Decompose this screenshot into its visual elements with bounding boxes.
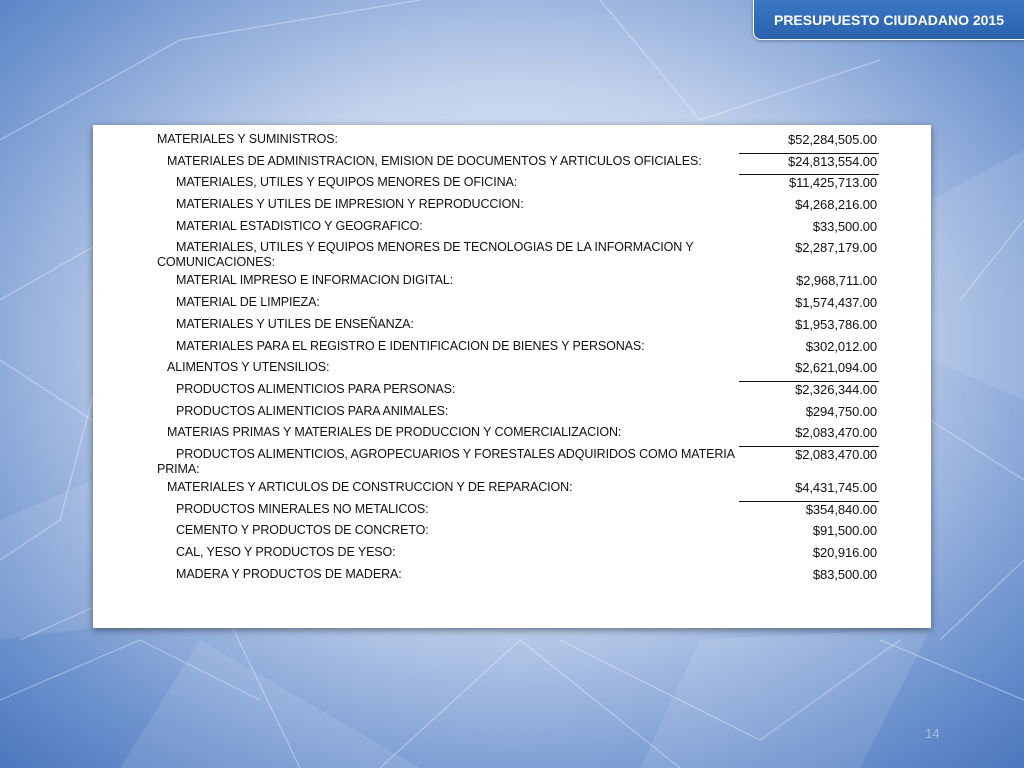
row-label: PRODUCTOS ALIMENTICIOS PARA ANIMALES: (176, 403, 449, 418)
row-amount: $33,500.00 (812, 218, 877, 234)
row-label: PRODUCTOS ALIMENTICIOS, AGROPECUARIOS Y FORESTALES ADQUIRIDOS COMO MATERIA PRIMA: (157, 446, 735, 476)
row-amount: $4,431,745.00 (739, 480, 879, 502)
row-amount: $354,840.00 (805, 501, 877, 517)
table-row (157, 425, 879, 447)
row-amount: $24,813,554.00 (739, 154, 879, 176)
table-row (157, 567, 879, 589)
slide-title: PRESUPUESTO CIUDADANO 2015 (773, 11, 1005, 28)
table-row (157, 404, 879, 426)
row-label: MADERA Y PRODUCTOS DE MADERA: (176, 566, 402, 581)
table-row (157, 545, 879, 567)
row-label: ALIMENTOS Y UTENSILIOS: (167, 360, 330, 375)
row-label: MATERIALES PARA EL REGISTRO E IDENTIFICACION DE BIENES Y PERSONAS: (176, 338, 645, 353)
row-label: MATERIALES DE ADMINISTRACION, EMISION DE DOCUMENTOS Y ARTICULOS OFICIALES: (167, 153, 702, 168)
row-amount: $2,326,344.00 (795, 381, 877, 397)
row-label: MATERIAL IMPRESO E INFORMACION DIGITAL: (176, 273, 454, 288)
table-row (157, 360, 879, 382)
row-label: CEMENTO Y PRODUCTOS DE CONCRETO: (176, 523, 429, 538)
row-amount: $1,953,786.00 (795, 316, 877, 332)
row-amount: $2,968,711.00 (796, 273, 877, 289)
row-label: PRODUCTOS MINERALES NO METALICOS: (176, 501, 429, 516)
row-amount: $302,012.00 (805, 338, 877, 354)
row-amount: $2,083,470.00 (739, 425, 879, 447)
table-row (157, 132, 879, 154)
table-row (157, 382, 879, 404)
table-row (157, 154, 879, 176)
table-row (157, 219, 879, 241)
row-amount: $1,574,437.00 (795, 295, 877, 311)
table-row (157, 339, 879, 361)
budget-document-image (93, 125, 931, 628)
row-amount: $83,500.00 (812, 566, 877, 582)
table-row (157, 502, 879, 524)
row-label: MATERIAS PRIMAS Y MATERIALES DE PRODUCCION Y COMERCIALIZACION: (167, 425, 622, 440)
table-row (157, 480, 879, 502)
table-row (157, 197, 879, 219)
row-label: MATERIALES, UTILES Y EQUIPOS MENORES DE OFICINA: (176, 175, 518, 190)
row-amount: $11,425,713.00 (788, 175, 877, 191)
row-label: MATERIAL ESTADISTICO Y GEOGRAFICO: (176, 218, 423, 233)
row-label: CAL, YESO Y PRODUCTOS DE YESO: (176, 545, 396, 559)
row-amount: $294,750.00 (805, 403, 877, 419)
row-label: MATERIALES Y UTILES DE ENSEÑANZA: (176, 316, 414, 331)
table-row (157, 295, 879, 317)
row-amount: $2,287,179.00 (795, 240, 877, 256)
row-amount: $2,621,094.00 (739, 360, 879, 382)
table-row (157, 447, 879, 480)
row-amount: $2,083,470.00 (795, 446, 877, 462)
row-label: PRODUCTOS ALIMENTICIOS PARA PERSONAS: (176, 381, 456, 396)
table-row (157, 317, 879, 339)
page-number: 14 (925, 726, 940, 741)
row-amount: $4,268,216.00 (795, 197, 877, 213)
slide-title-badge (753, 0, 1024, 40)
table-row (157, 175, 879, 197)
row-amount: $91,500.00 (812, 523, 877, 539)
row-label: MATERIALES Y SUMINISTROS: (157, 132, 338, 146)
row-amount: $52,284,505.00 (739, 132, 879, 154)
row-label: MATERIALES, UTILES Y EQUIPOS MENORES DE TECNOLOGIAS DE LA INFORMACION Y COMUNICACIONES: (157, 240, 694, 270)
table-row (157, 240, 879, 273)
row-label: MATERIALES Y UTILES DE IMPRESION Y REPRODUCCION: (176, 197, 524, 212)
row-label: MATERIALES Y ARTICULOS DE CONSTRUCCION Y DE REPARACION: (167, 479, 573, 494)
table-row (157, 273, 879, 295)
row-label: MATERIAL DE LIMPIEZA: (176, 295, 320, 310)
table-row (157, 523, 879, 545)
budget-table (157, 132, 879, 588)
row-amount: $20,916.00 (812, 545, 877, 560)
